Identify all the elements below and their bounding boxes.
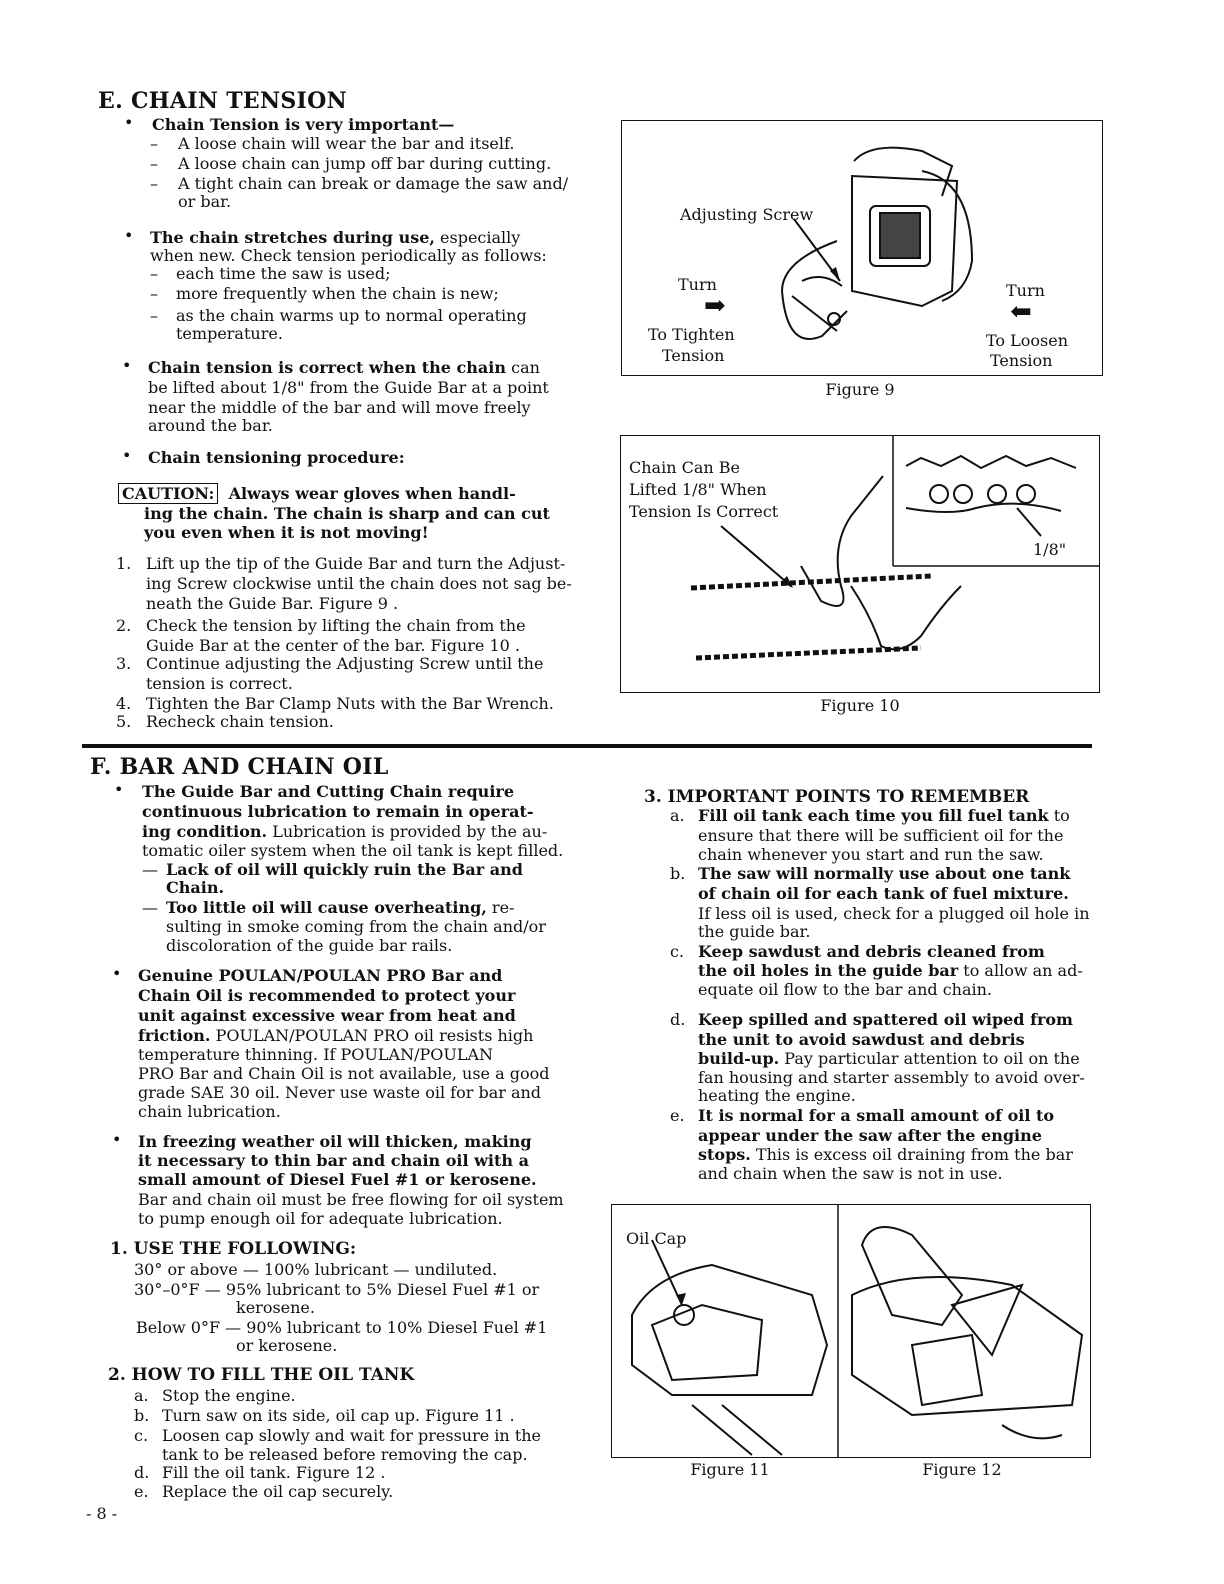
bullet-icon: •	[112, 964, 122, 983]
each-time-used: each time the saw is used;	[176, 264, 391, 283]
loose-chain-jump: A loose chain can jump off bar during cutting.	[178, 154, 552, 173]
warms-up-line1: as the chain warms up to normal operating	[176, 306, 527, 325]
lifted-label: Lifted 1/8" When	[629, 480, 767, 499]
dash-icon: –	[150, 306, 158, 325]
point-c-line: equate oil flow to the bar and chain.	[698, 980, 993, 999]
freezing-line: it necessary to thin bar and chain oil with a	[138, 1151, 529, 1170]
use-following-heading: 1. USE THE FOLLOWING:	[110, 1239, 357, 1259]
point-b-line: of chain oil for each tank of fuel mixture.	[698, 884, 1069, 903]
point-e-line: stops. This is excess oil draining from the bar	[698, 1145, 1073, 1164]
step-number: 3.	[116, 654, 132, 673]
tensioning-procedure: Chain tensioning procedure:	[148, 448, 405, 467]
point-b-line: If less oil is used, check for a plugged oil hole in	[698, 904, 1090, 923]
bullet-icon: •	[124, 226, 134, 245]
fill-step-letter: e.	[134, 1482, 149, 1501]
chain-can-be-label: Chain Can Be	[629, 458, 740, 477]
lubrication-line: continuous lubrication to remain in operat-	[142, 802, 534, 821]
bullet-icon: •	[124, 113, 134, 132]
figure-10-caption: Figure 10	[820, 696, 900, 715]
step-number: 1.	[116, 554, 132, 573]
tight-chain-line1: A tight chain can break or damage the saw and/	[178, 174, 569, 193]
caution-line1: CAUTION: Always wear gloves when handl-	[118, 484, 516, 503]
more-frequently: more frequently when the chain is new;	[176, 284, 499, 303]
tension-correct-label: Tension Is Correct	[629, 502, 779, 521]
to-tighten-label: To Tighten	[648, 325, 735, 344]
bullet-icon: •	[112, 1130, 122, 1149]
point-a-line: chain whenever you start and run the saw.	[698, 845, 1044, 864]
use-line1: 30° or above — 100% lubricant — undiluted.	[134, 1260, 498, 1279]
point-d-line: fan housing and starter assembly to avoid over-	[698, 1068, 1085, 1087]
use-line2: 30°–0°F — 95% lubricant to 5% Diesel Fuel #1 or	[134, 1280, 540, 1299]
point-b-line: The saw will normally use about one tank	[698, 864, 1071, 883]
figure-11-12-frame	[611, 1204, 1091, 1458]
poulan-oil-line: Genuine POULAN/POULAN PRO Bar and	[138, 966, 503, 985]
point-c-line: the oil holes in the guide bar to allow an ad-	[698, 961, 1083, 980]
poulan-oil-line: friction. POULAN/POULAN PRO oil resists high	[138, 1026, 534, 1045]
point-letter: e.	[670, 1106, 685, 1125]
tension-left-label: Tension	[662, 346, 725, 365]
lack-of-oil-line: Chain.	[166, 878, 225, 897]
use-line4: Below 0°F — 90% lubricant to 10% Diesel Fuel #1	[136, 1318, 548, 1337]
point-a-line: ensure that there will be sufficient oil for the	[698, 826, 1064, 845]
step-text: tension is correct.	[146, 674, 293, 693]
dash-icon: –	[150, 174, 158, 193]
important-points-heading: 3. IMPORTANT POINTS TO REMEMBER	[644, 787, 1030, 807]
tension-right-label: Tension	[990, 351, 1053, 370]
poulan-oil-line: PRO Bar and Chain Oil is not available, use a good	[138, 1064, 550, 1083]
step-text: Lift up the tip of the Guide Bar and turn the Adjust-	[146, 554, 566, 573]
figure-9-caption: Figure 9	[825, 380, 895, 399]
freezing-line: Bar and chain oil must be free flowing for oil system	[138, 1190, 564, 1209]
point-d-line: the unit to avoid sawdust and debris	[698, 1030, 1025, 1049]
chain-stretches-line1: The chain stretches during use, especially	[150, 228, 521, 247]
poulan-oil-line: chain lubrication.	[138, 1102, 281, 1121]
caution-line3: you even when it is not moving!	[144, 523, 429, 542]
to-loosen-label: To Loosen	[986, 331, 1069, 350]
step-text: ing Screw clockwise until the chain does not sag be-	[146, 574, 572, 593]
step-text: Recheck chain tension.	[146, 712, 334, 731]
step-number: 2.	[116, 616, 132, 635]
dash-icon: —	[142, 860, 158, 879]
tension-correct-line4: around the bar.	[148, 416, 273, 435]
too-little-oil-line: discoloration of the guide bar rails.	[166, 936, 453, 955]
point-d-line: heating the engine.	[698, 1086, 856, 1105]
fill-step-letter: a.	[134, 1386, 149, 1405]
section-f-title: F. BAR AND CHAIN OIL	[90, 754, 389, 780]
tension-correct-line2: be lifted about 1/8" from the Guide Bar at a point	[148, 378, 549, 397]
poulan-oil-line: temperature thinning. If POULAN/POULAN	[138, 1045, 494, 1064]
page-number: - 8 -	[86, 1504, 118, 1523]
fill-step-letter: b.	[134, 1406, 150, 1425]
step-number: 4.	[116, 694, 132, 713]
point-d-line: build-up. Pay particular attention to oil on the	[698, 1049, 1080, 1068]
measure-label: 1/8"	[1033, 540, 1067, 559]
lubrication-line: The Guide Bar and Cutting Chain require	[142, 782, 514, 801]
tension-correct-line1: Chain tension is correct when the chain can	[148, 358, 540, 377]
step-text: neath the Guide Bar. Figure 9 .	[146, 594, 399, 613]
loose-chain-wear: A loose chain will wear the bar and itself.	[178, 134, 515, 153]
use-line3: kerosene.	[236, 1298, 315, 1317]
bullet-icon: •	[114, 780, 124, 799]
lack-of-oil-line: Lack of oil will quickly ruin the Bar and	[166, 860, 523, 879]
point-letter: b.	[670, 864, 686, 883]
point-d-line: Keep spilled and spattered oil wiped from	[698, 1010, 1073, 1029]
fill-step-text: Stop the engine.	[162, 1386, 296, 1405]
point-e-line: appear under the saw after the engine	[698, 1126, 1042, 1145]
fill-step-text: tank to be released before removing the cap.	[162, 1445, 528, 1464]
adjusting-screw-label: Adjusting Screw	[680, 205, 814, 224]
point-e-line: It is normal for a small amount of oil to	[698, 1106, 1055, 1125]
turn-right-label: Turn	[1006, 281, 1045, 300]
fill-step-text: Replace the oil cap securely.	[162, 1482, 394, 1501]
step-text: Continue adjusting the Adjusting Screw until the	[146, 654, 544, 673]
fill-step-text: Loosen cap slowly and wait for pressure in the	[162, 1426, 542, 1445]
figure-12-caption: Figure 12	[922, 1460, 1002, 1479]
poulan-oil-line: unit against excessive wear from heat and	[138, 1006, 516, 1025]
point-c-line: Keep sawdust and debris cleaned from	[698, 942, 1045, 961]
bullet-icon: •	[122, 356, 132, 375]
step-text: Guide Bar at the center of the bar. Figure 10 .	[146, 636, 521, 655]
figure-10-frame	[620, 435, 1100, 693]
clockwise-arrow-icon: ➡	[704, 291, 726, 321]
lubrication-line: tomatic oiler system when the oil tank is kept filled.	[142, 841, 564, 860]
fill-step-text: Fill the oil tank. Figure 12 .	[162, 1463, 386, 1482]
section-e-title: E. CHAIN TENSION	[98, 88, 348, 114]
figure-9-frame	[621, 120, 1103, 376]
use-line5: or kerosene.	[236, 1336, 338, 1355]
caution-line2: ing the chain. The chain is sharp and can cut	[144, 504, 550, 523]
point-e-line: and chain when the saw is not in use.	[698, 1164, 1003, 1183]
dash-icon: –	[150, 134, 158, 153]
point-a-line: Fill oil tank each time you fill fuel tank to	[698, 806, 1070, 825]
poulan-oil-line: Chain Oil is recommended to protect your	[138, 986, 516, 1005]
dash-icon: –	[150, 284, 158, 303]
fill-oil-heading: 2. HOW TO FILL THE OIL TANK	[108, 1365, 415, 1385]
tension-correct-line3: near the middle of the bar and will move freely	[148, 398, 531, 417]
fill-step-text: Turn saw on its side, oil cap up. Figure 11 .	[162, 1406, 515, 1425]
step-number: 5.	[116, 712, 132, 731]
freezing-line: small amount of Diesel Fuel #1 or kerosene.	[138, 1170, 537, 1189]
step-text: Check the tension by lifting the chain from the	[146, 616, 526, 635]
point-letter: c.	[670, 942, 685, 961]
freezing-line: to pump enough oil for adequate lubrication.	[138, 1209, 503, 1228]
bullet-icon: •	[122, 446, 132, 465]
point-b-line: the guide bar.	[698, 922, 811, 941]
caution-label: CAUTION:	[118, 483, 218, 504]
counterclockwise-arrow-icon: ⬅	[1010, 297, 1032, 327]
too-little-oil-line: sulting in smoke coming from the chain and/or	[166, 917, 546, 936]
freezing-line: In freezing weather oil will thicken, making	[138, 1132, 532, 1151]
oil-cap-label: Oil Cap	[626, 1229, 687, 1248]
section-divider	[82, 744, 1092, 748]
step-text: Tighten the Bar Clamp Nuts with the Bar Wrench.	[146, 694, 554, 713]
warms-up-line2: temperature.	[176, 324, 283, 343]
turn-left-label: Turn	[678, 275, 717, 294]
dash-icon: –	[150, 154, 158, 173]
tight-chain-line2: or bar.	[178, 192, 232, 211]
chain-tension-important: Chain Tension is very important—	[152, 115, 455, 134]
lubrication-line: ing condition. Lubrication is provided by the au-	[142, 822, 548, 841]
chain-stretches-line2: when new. Check tension periodically as follows:	[150, 246, 547, 265]
too-little-oil-line: Too little oil will cause overheating, re-	[166, 898, 515, 917]
fill-step-letter: d.	[134, 1463, 150, 1482]
dash-icon: –	[150, 264, 158, 283]
dash-icon: —	[142, 898, 158, 917]
poulan-oil-line: grade SAE 30 oil. Never use waste oil for bar and	[138, 1083, 542, 1102]
figure-11-caption: Figure 11	[690, 1460, 770, 1479]
fill-step-letter: c.	[134, 1426, 149, 1445]
point-letter: a.	[670, 806, 685, 825]
point-letter: d.	[670, 1010, 686, 1029]
